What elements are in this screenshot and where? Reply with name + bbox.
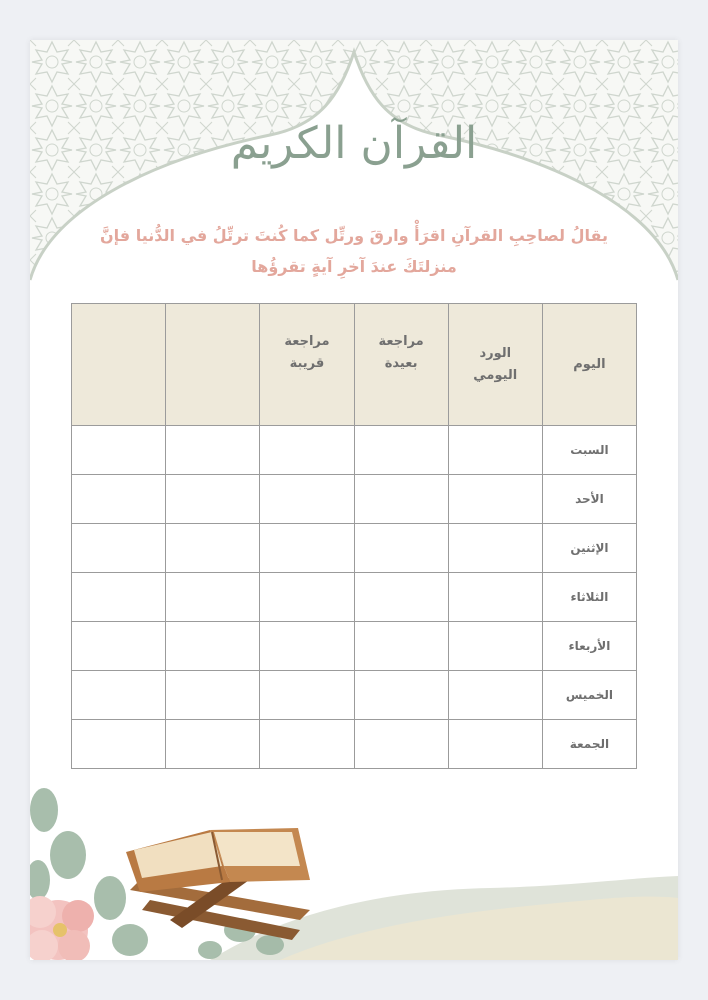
- entry-cell[interactable]: [354, 720, 448, 769]
- entry-cell[interactable]: [166, 573, 260, 622]
- entry-cell[interactable]: [72, 475, 166, 524]
- entry-cell[interactable]: [354, 475, 448, 524]
- entry-cell[interactable]: [354, 671, 448, 720]
- entry-cell[interactable]: [354, 573, 448, 622]
- day-cell: الثلاثاء: [542, 573, 636, 622]
- entry-cell[interactable]: [260, 671, 354, 720]
- entry-cell[interactable]: [166, 524, 260, 573]
- entry-cell[interactable]: [354, 622, 448, 671]
- day-cell: الإثنين: [542, 524, 636, 573]
- entry-cell[interactable]: [166, 426, 260, 475]
- entry-cell[interactable]: [354, 524, 448, 573]
- header-day: اليوم: [542, 304, 636, 426]
- table-row: [72, 622, 637, 671]
- table-row: [72, 524, 637, 573]
- entry-cell[interactable]: [260, 720, 354, 769]
- table-row: [72, 475, 637, 524]
- entry-cell[interactable]: [448, 622, 542, 671]
- entry-cell[interactable]: [166, 671, 260, 720]
- entry-cell[interactable]: [354, 426, 448, 475]
- day-cell: الأحد: [542, 475, 636, 524]
- quote-line-2: منزلتَكَ عندَ آخرِ آيةٍ تقرؤُها: [251, 257, 457, 276]
- entry-cell[interactable]: [448, 426, 542, 475]
- weekly-tracker-table: [71, 303, 637, 769]
- entry-cell[interactable]: [448, 720, 542, 769]
- day-cell: الأربعاء: [542, 622, 636, 671]
- entry-cell[interactable]: [72, 720, 166, 769]
- entry-cell[interactable]: [72, 622, 166, 671]
- table-row: [72, 671, 637, 720]
- entry-cell[interactable]: [260, 573, 354, 622]
- quran-stand-icon: [126, 828, 310, 940]
- entry-cell[interactable]: [166, 720, 260, 769]
- quote-line-1: يقالُ لصاحِبِ القرآنِ اقرَأْ وارقَ ورتِّل كما كُنتَ ترتِّلُ في الدُّنيا فإنَّ: [100, 226, 608, 245]
- entry-cell[interactable]: [448, 671, 542, 720]
- table-row: [72, 573, 637, 622]
- header-empty-1: [166, 304, 260, 426]
- hadith-quote: [100, 220, 608, 282]
- header-near-review: مراجعة قريبة: [260, 304, 354, 426]
- table-row: [72, 426, 637, 475]
- entry-cell[interactable]: [260, 475, 354, 524]
- table-row: [72, 720, 637, 769]
- flower-icon: [30, 896, 94, 960]
- header-empty-2: [72, 304, 166, 426]
- entry-cell[interactable]: [72, 426, 166, 475]
- day-cell: الجمعة: [542, 720, 636, 769]
- planner-sheet: [30, 40, 678, 960]
- entry-cell[interactable]: [448, 475, 542, 524]
- entry-cell[interactable]: [166, 475, 260, 524]
- page-title: القرآن الكريم: [230, 118, 478, 169]
- entry-cell[interactable]: [448, 524, 542, 573]
- entry-cell[interactable]: [72, 573, 166, 622]
- entry-cell[interactable]: [260, 524, 354, 573]
- day-cell: السبت: [542, 426, 636, 475]
- entry-cell[interactable]: [260, 622, 354, 671]
- table-header-row: [72, 304, 637, 426]
- header-daily-portion: الورد اليومي: [448, 304, 542, 426]
- day-cell: الخميس: [542, 671, 636, 720]
- entry-cell[interactable]: [72, 671, 166, 720]
- entry-cell[interactable]: [72, 524, 166, 573]
- entry-cell[interactable]: [166, 622, 260, 671]
- header-far-review: مراجعة بعيدة: [354, 304, 448, 426]
- entry-cell[interactable]: [260, 426, 354, 475]
- entry-cell[interactable]: [448, 573, 542, 622]
